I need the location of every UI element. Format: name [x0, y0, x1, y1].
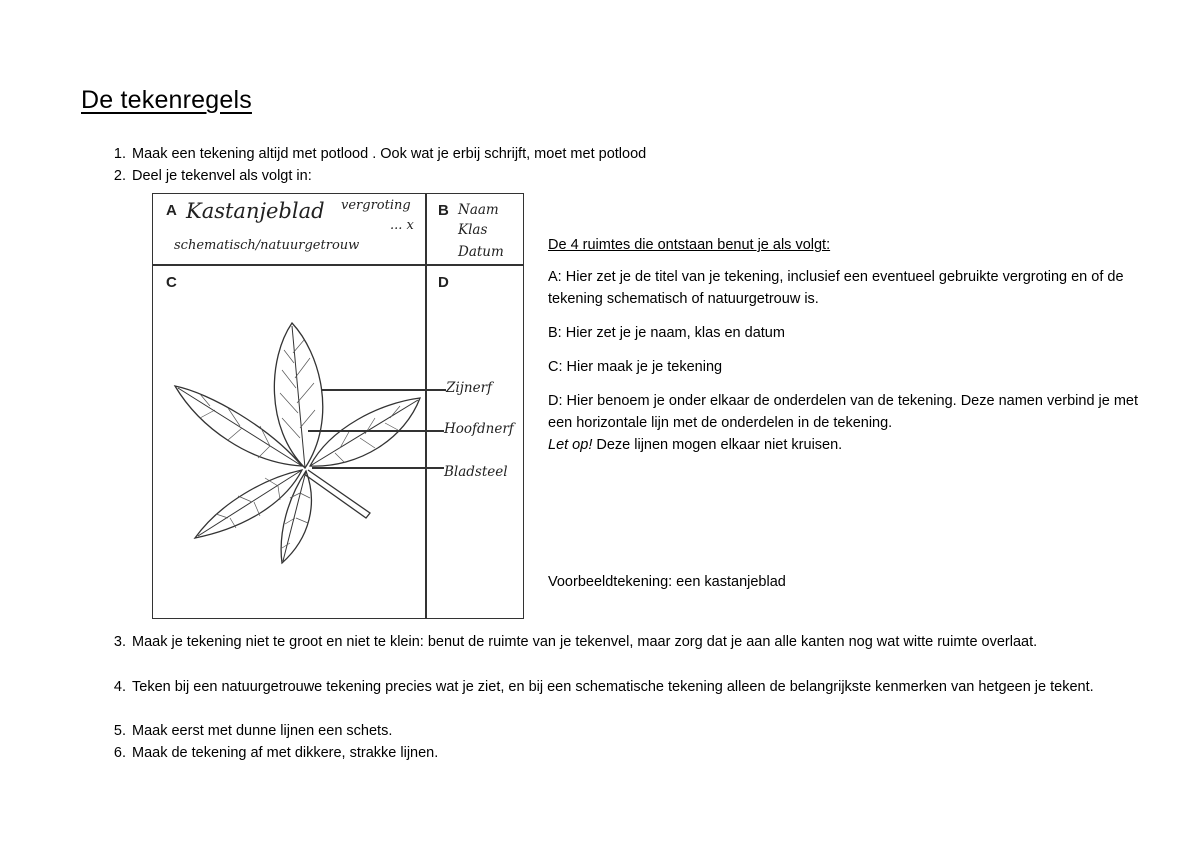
sheet-label-a: A	[166, 202, 177, 219]
chestnut-leaf-drawing	[170, 318, 430, 568]
info-d	[548, 390, 1148, 456]
example-caption: Voorbeeldtekening: een kastanjeblad	[548, 574, 786, 590]
info-c: C: Hier maak je je tekening	[548, 359, 723, 375]
sheet-label-c: C	[166, 274, 177, 291]
list-text: Deel je tekenvel als volgt in:	[132, 168, 312, 184]
list-number: 3.	[113, 634, 126, 650]
info-b: B: Hier zet je je naam, klas en datum	[548, 325, 785, 341]
connector-line	[308, 430, 444, 432]
sheet-times-text: ... x	[390, 218, 414, 233]
info-d-note-emphasis: Let op!	[548, 437, 593, 453]
list-number: 6.	[113, 745, 126, 761]
list-number: 5.	[113, 723, 126, 739]
info-d-note: Deze lijnen mogen elkaar niet kruisen.	[592, 437, 843, 453]
list-text: Maak de tekening af met dikkere, strakke lijnen.	[132, 745, 439, 761]
connector-line	[312, 467, 444, 469]
part-label: Zijnerf	[446, 380, 493, 396]
sheet-magnification-text: vergroting	[341, 198, 411, 213]
list-number: 2.	[113, 168, 126, 184]
sheet-label-b: B	[438, 202, 449, 219]
list-text: Maak je tekening niet te groot en niet te klein: benut de ruimte van je tekenvel, maar zorg dat je aan alle kanten nog wat witte ruimte overlaat.	[132, 634, 1038, 650]
side-veins	[200, 340, 400, 548]
part-label: Bladsteel	[444, 464, 508, 480]
list-text: Maak eerst met dunne lijnen een schets.	[132, 723, 393, 739]
leaflet-left-vein	[178, 388, 302, 466]
connector-line	[322, 389, 446, 391]
sheet-divider-horizontal	[152, 264, 524, 266]
info-a: A: Hier zet je de titel van je tekening, inclusief een eventueel gebruikte vergroting en of de tekening schematisch of natuurgetrouw is.	[548, 269, 1124, 307]
list-text: Maak een tekening altijd met potlood . Ook wat je erbij schrijft, moet met potlood	[132, 146, 647, 162]
sheet-date-text: Datum	[458, 244, 504, 260]
leaflet-bottom-vein	[283, 471, 306, 561]
sheet-label-d: D	[438, 274, 449, 291]
part-label: Hoofdnerf	[444, 421, 514, 437]
sheet-class-text: Klas	[458, 222, 488, 238]
list-number: 1.	[113, 146, 126, 162]
leaflet-top-vein	[292, 326, 305, 468]
sheet-title-text: Kastanjeblad	[186, 199, 325, 223]
leaflet-lower-left-vein	[198, 470, 302, 536]
list-text: Teken bij een natuurgetrouwe tekening precies wat je ziet, en bij een schematische tekening alleen de belangrijkste kenmerken van hetgeen je tekent.	[132, 679, 1094, 695]
sheet-style-text: schematisch/natuurgetrouw	[174, 238, 360, 253]
info-heading: De 4 ruimtes die ontstaan benut je als volgt:	[548, 237, 831, 253]
leaf-stalk	[304, 470, 370, 518]
sheet-name-text: Naam	[458, 202, 499, 218]
list-number: 4.	[113, 679, 126, 695]
info-d-text: D: Hier benoem je onder elkaar de onderdelen van de tekening. Deze namen verbind je met een horizontale lijn met de onderdelen in de tekening.	[548, 393, 1139, 431]
page-title: De tekenregels	[81, 86, 252, 114]
